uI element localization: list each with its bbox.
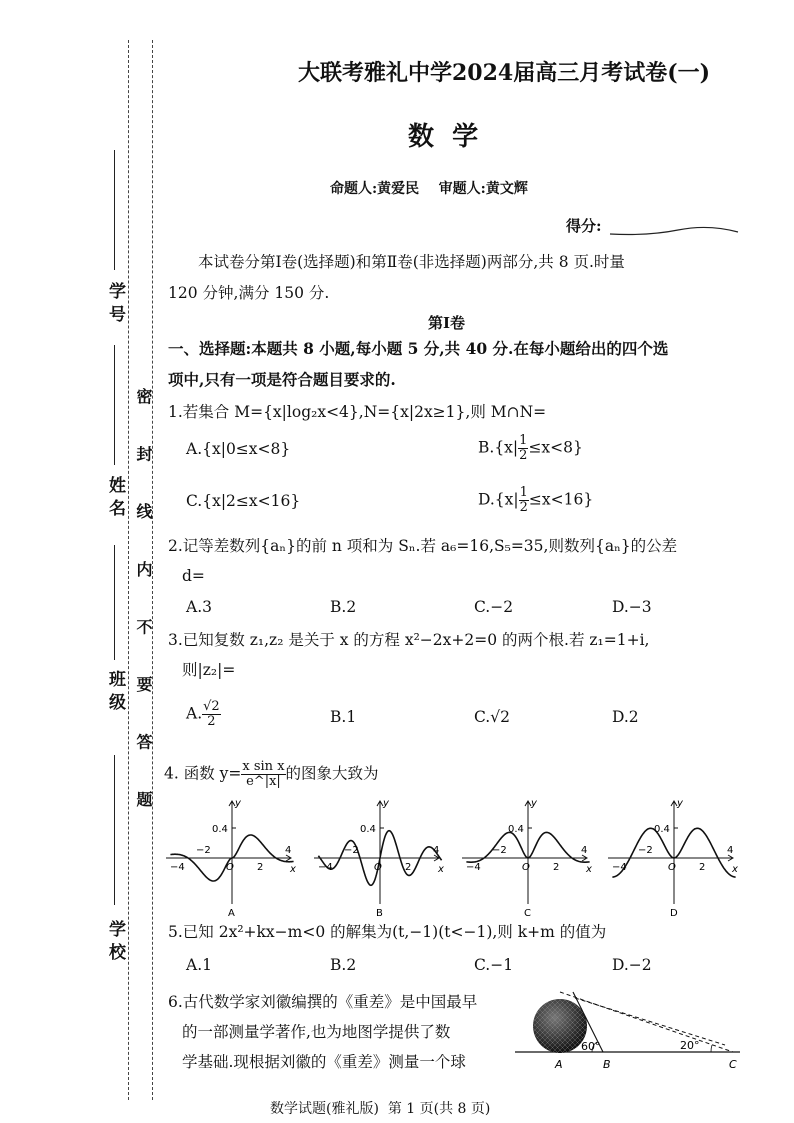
x-axis-label: x [732, 864, 738, 875]
intro-line-1: 本试卷分第Ⅰ卷(选择题)和第Ⅱ卷(非选择题)两部分,共 8 页.时量 [198, 253, 625, 271]
section-1-line-1: 一、选择题:本题共 8 小题,每小题 5 分,共 40 分.在每小题给出的四个选 [168, 339, 669, 358]
graph-name-label: C [524, 908, 531, 918]
x-tick-neg4: −4 [466, 862, 481, 873]
q3-stem-1: 3.已知复数 z₁,z₂ 是关于 x 的方程 x²−2x+2=0 的两个根.若 z₁=1+i, [168, 631, 650, 649]
x-tick-2: 2 [405, 862, 412, 873]
q5-option-c[interactable]: C.−1 [474, 956, 514, 974]
q4-stem: 4. 函数 y= $\frac{\text{x sin x}}{e\^{}|x|}$ 的图象大致为 [164, 759, 379, 789]
graph-d [608, 798, 738, 918]
q1-option-b[interactable]: B.{x| $\frac{1}{2}$ ≤x<8} [478, 433, 583, 463]
part-1-title: 第Ⅰ卷 [428, 314, 466, 332]
graph-name-label: D [670, 908, 678, 918]
score-blank-line[interactable] [608, 222, 740, 238]
q6-line-3: 学基础.现根据刘徽的《重差》测量一个球 [182, 1053, 466, 1071]
graph-b [314, 798, 444, 918]
x-tick-neg4: −4 [612, 862, 627, 873]
side-field-name: 姓 名 [105, 476, 125, 516]
x-tick-neg2: −2 [196, 845, 211, 856]
graph-a [166, 798, 296, 918]
name-underline [114, 345, 115, 465]
intro-line-2: 120 分钟,满分 150 分. [168, 284, 330, 302]
page-footer: 数学试题(雅礼版) 第 1 页(共 8 页) [270, 1101, 491, 1117]
q5-stem: 5.已知 2x²+kx−m<0 的解集为(t,−1)(t<−1),则 k+m 的值为 [168, 923, 607, 941]
q4-graphs [162, 796, 762, 918]
x-tick-neg2: −2 [492, 845, 507, 856]
school-underline [114, 755, 115, 905]
q3-option-b[interactable]: B.1 [330, 708, 357, 726]
q1-option-c[interactable]: C.{x|2≤x<16} [186, 492, 301, 510]
y-axis-label: y [677, 798, 683, 809]
y-tick-label: 0.4 [654, 824, 670, 835]
q2-option-a[interactable]: A.3 [186, 598, 212, 616]
q5-option-a[interactable]: A.1 [186, 956, 212, 974]
point-c-label: C [729, 1058, 737, 1071]
graph-c [462, 798, 592, 918]
x-tick-4: 4 [285, 845, 292, 856]
q1-option-a[interactable]: A.{x|0≤x<8} [186, 440, 291, 458]
q5-option-d[interactable]: D.−2 [612, 956, 652, 974]
q3-option-c[interactable]: C.√2 [474, 708, 510, 726]
point-a-label: A [555, 1058, 563, 1071]
score-label: 得分: [566, 217, 602, 235]
x-tick-neg4: −4 [170, 862, 185, 873]
y-axis-label: y [531, 798, 537, 809]
q2-stem-1: 2.记等差数列{aₙ}的前 n 项和为 Sₙ.若 a₆=16,S₅=35,则数列{aₙ}的公差 [168, 537, 678, 555]
authors-line: 命题人:黄爱民 审题人:黄文辉 [330, 181, 528, 197]
origin-label: O [226, 862, 234, 873]
q2-option-c[interactable]: C.−2 [474, 598, 514, 616]
origin-label: O [668, 862, 676, 873]
y-tick-label: 0.4 [508, 824, 524, 835]
q3-option-d[interactable]: D.2 [612, 708, 639, 726]
x-tick-4: 4 [727, 845, 734, 856]
y-axis-label: y [235, 798, 241, 809]
x-tick-neg2: −2 [344, 845, 359, 856]
seal-dashed-line-outer [128, 40, 129, 1100]
seal-text: 密 封 线 内 不 要 答 题 [134, 388, 153, 825]
x-tick-2: 2 [257, 862, 264, 873]
q6-sphere-figure [515, 990, 745, 1072]
x-tick-4: 4 [433, 845, 440, 856]
x-tick-neg4: −4 [318, 862, 333, 873]
origin-label: O [522, 862, 530, 873]
q2-stem-2: d= [182, 567, 205, 585]
q1-stem: 1.若集合 M={x|log₂x<4},N={x|2x≥1},则 M∩N= [168, 403, 547, 421]
graph-name-label: B [376, 908, 383, 918]
x-tick-2: 2 [699, 862, 706, 873]
y-tick-label: 0.4 [212, 824, 228, 835]
q6-line-2: 的一部测量学著作,也为地图学提供了数 [182, 1023, 451, 1041]
subject-title: 数 学 [408, 122, 479, 152]
x-tick-neg2: −2 [638, 845, 653, 856]
graph-name-label: A [228, 908, 235, 918]
x-tick-2: 2 [553, 862, 560, 873]
q2-option-d[interactable]: D.−3 [612, 598, 652, 616]
side-field-id: 学 号 [105, 282, 125, 322]
class-underline [114, 545, 115, 660]
section-1-line-2: 项中,只有一项是符合题目要求的. [168, 370, 396, 389]
q2-option-b[interactable]: B.2 [330, 598, 357, 616]
x-axis-label: x [438, 864, 444, 875]
q6-line-1: 6.古代数学家刘徽编撰的《重差》是中国最早 [168, 993, 478, 1011]
side-field-class: 班 级 [105, 670, 125, 710]
x-tick-4: 4 [581, 845, 588, 856]
q5-option-b[interactable]: B.2 [330, 956, 357, 974]
origin-label: O [374, 862, 382, 873]
side-field-school: 学 校 [105, 920, 125, 960]
point-b-label: B [603, 1058, 611, 1071]
exam-title: 大联考雅礼中学2024届高三月考试卷(一) [298, 60, 711, 86]
x-axis-label: x [586, 864, 592, 875]
q1-option-d[interactable]: D.{x| $\frac{1}{2}$ ≤x<16} [478, 485, 594, 515]
angle-20-label: 20° [680, 1039, 700, 1052]
y-axis-label: y [383, 798, 389, 809]
y-tick-label: 0.4 [360, 824, 376, 835]
x-axis-label: x [290, 864, 296, 875]
q3-stem-2: 则|z₂|= [182, 661, 236, 679]
angle-60-label: 60° [581, 1040, 601, 1053]
id-underline [114, 150, 115, 270]
q3-option-a[interactable]: A. $\frac{√2}{2}$ [186, 699, 220, 729]
